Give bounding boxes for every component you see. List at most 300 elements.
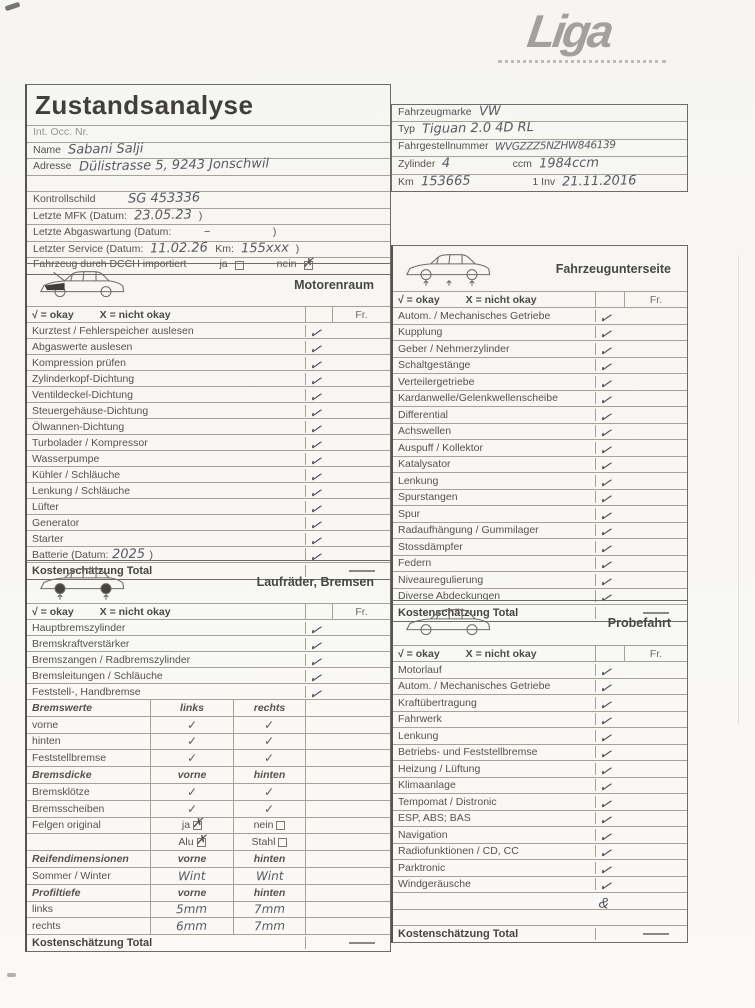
grid-row — [27, 918, 390, 935]
grid-label: links — [32, 903, 54, 916]
printed-label: Typ — [398, 123, 415, 136]
item-label — [393, 697, 596, 709]
printed-label: Name — [33, 143, 62, 156]
printed-label: Int. Occ. Nr. — [33, 126, 89, 138]
printed-label: ESP, ABS; BAS — [398, 812, 471, 825]
legend-label — [27, 307, 306, 322]
item-label — [393, 713, 596, 725]
legend-not-okay: X = nicht okay — [99, 308, 171, 321]
printed-label: Auspuff / Kollektor — [398, 441, 484, 454]
handwritten-check: ✓ — [307, 483, 323, 503]
total-label: Kostenschätzung Total — [393, 928, 596, 940]
item-label — [393, 862, 596, 874]
printed-label: Ventildeckel-Dichtung — [32, 388, 133, 401]
grid-label: hinten — [32, 735, 61, 748]
printed-label: Autom. / Mechanisches Getriebe — [398, 680, 551, 693]
grid-row — [27, 885, 390, 902]
handwritten-check: ✓ — [597, 391, 613, 411]
item-label — [27, 686, 306, 698]
printed-label: Katalysator — [398, 458, 451, 471]
header-left-table — [25, 84, 391, 275]
checklist-rows — [27, 620, 390, 951]
form-row — [392, 105, 687, 122]
printed-label: Hauptbremszylinder — [32, 621, 126, 634]
grid-cell — [151, 885, 234, 901]
fr-column-header: Fr. — [649, 293, 663, 306]
printed-label: Ölwannen-Dichtung — [32, 420, 125, 433]
fr-cell — [625, 933, 687, 935]
item-label — [393, 541, 596, 553]
checklist-rows — [393, 662, 687, 942]
grid-cell — [234, 700, 306, 716]
item-label — [393, 376, 596, 388]
item-label — [27, 485, 306, 497]
item-label — [27, 373, 306, 385]
logo-underline — [498, 60, 666, 63]
form-row — [27, 206, 390, 226]
handwritten-check: ✓ — [597, 325, 613, 345]
grid-cell — [151, 750, 234, 766]
printed-label: Bremskraftverstärker — [32, 637, 130, 650]
checklist-row — [393, 440, 687, 460]
total-underline — [643, 933, 669, 935]
handwritten-value: ✓ — [186, 784, 198, 799]
item-label — [393, 508, 596, 520]
checklist-row — [393, 506, 687, 526]
grid-label: Feststellbremse — [32, 752, 107, 765]
handwritten-check: ✓ — [597, 407, 613, 427]
grid-label: Profiltiefe — [32, 886, 81, 899]
header-left-rows — [27, 126, 390, 274]
printed-label: Wasserpumpe — [32, 452, 100, 465]
item-label — [393, 878, 596, 890]
handwritten-check: ✓ — [597, 473, 613, 493]
grid-cell — [234, 918, 306, 934]
printed-label: Feststell-, Handbremse — [32, 685, 141, 698]
printed-label: Steuergehäuse-Dichtung — [32, 404, 149, 417]
section-header — [393, 246, 687, 292]
item-label — [393, 442, 596, 454]
grid-cell — [27, 700, 151, 716]
grid-cell — [27, 801, 151, 817]
checklist-row — [27, 684, 390, 704]
form-row — [27, 239, 390, 259]
checklist-row — [393, 358, 687, 378]
grid-label: Alu — [178, 836, 194, 849]
handwritten-check: ✓ — [597, 506, 613, 526]
handwritten-check: ✓ — [307, 371, 323, 391]
legend-not-okay: X = nicht okay — [99, 605, 171, 618]
grid-label: Bremswerte — [32, 701, 93, 714]
item-label — [27, 405, 306, 417]
item-label — [27, 357, 306, 369]
total-row — [27, 935, 390, 951]
handwritten-check: ✓ — [307, 547, 323, 567]
grid-label: Stahl — [251, 836, 276, 849]
grid-cell — [27, 868, 151, 884]
checklist-row — [393, 761, 687, 781]
handwritten-value: Wint — [255, 868, 284, 884]
grid-cell — [27, 717, 151, 733]
item-label — [27, 341, 306, 353]
item-label — [27, 517, 306, 529]
checklist-row — [393, 374, 687, 394]
page-title: Zustandsanalyse — [27, 85, 390, 126]
checklist-row — [393, 778, 687, 798]
printed-label: Turbolader / Kompressor — [32, 436, 148, 449]
car-engine-icon — [37, 267, 129, 304]
handwritten-value: ✓ — [264, 784, 275, 799]
grid-cell — [27, 918, 151, 934]
grid-label: vorne — [32, 718, 59, 731]
grid-label: Bremsscheiben — [32, 802, 105, 815]
handwritten-value: Sabani Salji — [67, 140, 144, 158]
legend-row — [393, 646, 687, 662]
handwritten-check: ✓ — [597, 794, 613, 814]
checklist-row — [27, 499, 390, 519]
handwritten-value: 153665 — [420, 173, 471, 189]
handwritten-check: ✓ — [597, 860, 613, 880]
printed-label: Zylinder — [398, 158, 436, 171]
item-label — [393, 359, 596, 371]
checklist-row — [393, 407, 687, 427]
checklist-row — [393, 424, 687, 444]
grid-label: vorne — [177, 886, 207, 899]
printed-label: 1 Inv — [532, 175, 556, 188]
section-title: Motorenraum — [294, 278, 374, 292]
printed-label: Km — [398, 175, 414, 188]
handwritten-check: ✓ — [597, 827, 613, 847]
checklist-row — [393, 728, 687, 748]
grid-cell — [234, 851, 306, 867]
header-right-table — [391, 104, 688, 192]
grid-cell — [151, 717, 234, 733]
handwritten-check: ✓ — [597, 572, 613, 592]
scan-artifact — [7, 973, 16, 977]
grid-cell — [151, 700, 234, 716]
handwritten-check: ✓ — [307, 668, 323, 688]
total-row — [393, 926, 687, 942]
scan-artifact — [738, 255, 739, 725]
handwritten-check: ✓ — [307, 515, 323, 535]
printed-label: Adresse — [33, 160, 72, 172]
handwritten-value: ✓ — [186, 717, 198, 732]
printed-label: Diverse Abdeckungen — [398, 590, 501, 603]
checklist-row — [393, 679, 687, 699]
printed-label: Betriebs- und Feststellbremse — [398, 746, 538, 759]
grid-label: ja — [181, 819, 191, 832]
checklist-rows — [393, 308, 687, 621]
handwritten-check: ✓ — [597, 440, 613, 460]
printed-label: Km: — [215, 242, 234, 255]
grid-label: vorne — [177, 853, 207, 866]
handwritten-check: ✓ — [597, 761, 613, 781]
checklist-row — [27, 371, 390, 391]
checked-checkbox-icon — [197, 838, 206, 847]
printed-label: Batterie (Datum: — [32, 549, 109, 561]
handwritten-check: ✓ — [597, 844, 613, 864]
printed-label: Geber / Nehmerzylinder — [398, 342, 510, 355]
handwritten-check: ✓ — [597, 374, 613, 394]
printed-label: Fahrzeugmarke — [398, 106, 472, 118]
section-laufraeder-bremsen — [25, 560, 391, 952]
printed-label: Tempomat / Distronic — [398, 795, 497, 808]
grid-cell — [151, 902, 234, 918]
printed-label: Heizung / Lüftung — [398, 762, 481, 775]
item-label — [393, 845, 596, 857]
checklist-row — [27, 435, 390, 455]
item-label — [27, 453, 306, 465]
fr-cell — [333, 942, 390, 944]
item-label — [27, 638, 306, 650]
printed-label: Verteilergetriebe — [398, 375, 475, 388]
printed-label: Bremszangen / Radbremszylinder — [32, 653, 191, 666]
checklist-row — [393, 827, 687, 847]
form-row — [392, 157, 687, 174]
legend-okay: √ = okay — [398, 293, 440, 306]
grid-row — [27, 902, 390, 919]
grid-row — [27, 851, 390, 868]
handwritten-value: 21.11.2016 — [562, 172, 637, 190]
grid-cell — [27, 902, 151, 918]
total-label: Kostenschätzung Total — [27, 565, 306, 577]
printed-label: Kardanwelle/Gelenkwellenscheibe — [398, 392, 558, 405]
printed-label: ja — [219, 258, 228, 270]
checklist-row — [393, 844, 687, 864]
printed-label: ) — [149, 549, 154, 561]
handwritten-check: ✓ — [307, 636, 323, 656]
printed-label: Kompression prüfen — [32, 356, 126, 369]
item-label — [393, 475, 596, 487]
handwritten-check: ✓ — [597, 589, 613, 609]
grid-row — [27, 801, 390, 818]
section-title: Fahrzeugunterseite — [555, 261, 671, 276]
checklist-row — [393, 662, 687, 682]
grid-row — [27, 750, 390, 767]
grid-cell — [234, 834, 306, 850]
item-label — [393, 746, 596, 758]
grid-cell — [27, 734, 151, 750]
form-row — [392, 122, 687, 139]
handwritten-value: 2025 — [112, 546, 146, 563]
form-row — [27, 176, 390, 193]
handwritten-value: Dülistrasse 5, 9243 Jonschwil — [78, 156, 269, 175]
printed-label: Differential — [398, 408, 448, 421]
grid-cell — [27, 767, 151, 783]
fr-column-header: Fr. — [355, 605, 368, 618]
section-title: Laufräder, Bremsen — [256, 575, 374, 589]
handwritten-check: ✓ — [597, 745, 613, 765]
legend-row — [27, 604, 390, 620]
handwritten-check: ✓ — [307, 435, 323, 455]
section-header — [27, 264, 390, 307]
grid-label: Bremsdicke — [32, 769, 92, 782]
printed-label: Motorlauf — [398, 663, 442, 676]
handwritten-check: ✓ — [597, 539, 613, 559]
handwritten-value: ✓ — [186, 751, 198, 766]
item-label — [27, 325, 306, 337]
handwritten-value: ✓ — [264, 751, 275, 766]
item-label — [27, 389, 306, 401]
grid-label: Felgen original — [32, 819, 101, 832]
grid-cell — [234, 717, 306, 733]
grid-label: rechts — [253, 701, 286, 714]
section-motorenraum — [25, 263, 391, 580]
handwritten-value: VW — [478, 103, 501, 120]
checklist-row — [27, 515, 390, 535]
item-label — [393, 763, 596, 775]
form-row — [392, 140, 687, 157]
handwritten-check: ✓ — [597, 778, 613, 798]
handwritten-value: ✓ — [264, 801, 275, 816]
grid-label: hinten — [253, 769, 286, 782]
handwritten-value: 7mm — [253, 918, 286, 934]
form-row — [27, 126, 390, 143]
handwritten-check: ✓ — [307, 451, 323, 471]
printed-label: Lüfter — [32, 500, 59, 513]
handwritten-check: ✓ — [597, 424, 613, 444]
item-label — [393, 574, 596, 586]
item-label — [393, 680, 596, 692]
checklist-row — [27, 636, 390, 656]
handwritten-check: ✓ — [307, 620, 323, 640]
item-label — [393, 524, 596, 536]
printed-label: Navigation — [398, 828, 448, 841]
grid-cell — [151, 818, 234, 834]
handwritten-value: 155xxx — [240, 240, 289, 256]
form-row — [27, 192, 390, 209]
checklist-row — [27, 483, 390, 503]
check-column-header — [306, 604, 333, 619]
checklist-row — [393, 794, 687, 814]
handwritten-value: SG 453336 — [128, 190, 201, 207]
checklist-row — [393, 457, 687, 477]
printed-label: Klimaanlage — [398, 779, 456, 792]
printed-label: ccm — [512, 158, 532, 171]
item-label — [393, 730, 596, 742]
handwritten-value: Wint — [178, 868, 206, 884]
item-label — [393, 557, 596, 569]
printed-label: nein — [276, 258, 297, 270]
grid-row — [27, 734, 390, 751]
printed-label: Autom. / Mechanisches Getriebe — [398, 309, 551, 322]
printed-label: Lenkung — [398, 474, 439, 487]
grid-row — [27, 818, 390, 835]
checklist-row — [27, 323, 390, 343]
item-label — [27, 654, 306, 666]
grid-cell — [151, 784, 234, 800]
item-label — [393, 409, 596, 421]
form-row — [392, 172, 687, 191]
checklist-row — [393, 910, 687, 927]
handwritten-check: ✓ — [597, 341, 613, 361]
printed-label: ) — [272, 226, 277, 238]
checklist-row — [27, 620, 390, 640]
grid-cell — [151, 834, 234, 850]
checklist-row — [393, 712, 687, 732]
grid-cell — [27, 851, 151, 867]
check-column-header — [596, 646, 625, 661]
handwritten-value: ✓ — [186, 734, 198, 749]
handwritten-check: ✓ — [307, 339, 323, 359]
printed-label: Parktronic — [398, 861, 446, 874]
grid-cell — [151, 734, 234, 750]
check-column-header — [306, 307, 333, 322]
grid-label: Sommer / Winter — [32, 869, 111, 882]
checklist-row — [393, 325, 687, 345]
grid-cell — [234, 868, 306, 884]
item-label — [27, 501, 306, 513]
grid-row — [27, 834, 390, 851]
item-label — [27, 437, 306, 449]
item-label — [393, 491, 596, 503]
checklist-row — [393, 341, 687, 361]
handwritten-value: WVGZZZ5NZHW846139 — [495, 138, 617, 153]
legend-not-okay: X = nicht okay — [465, 293, 537, 306]
handwritten-value: Tiguan 2.0 4D RL — [421, 120, 534, 138]
grid-cell — [234, 767, 306, 783]
handwritten-check: ✓ — [597, 811, 613, 831]
handwritten-value: 5mm — [176, 902, 208, 917]
handwritten-check: ✓ — [597, 712, 613, 732]
item-label — [393, 343, 596, 355]
printed-label: Abgaswerte auslesen — [32, 340, 133, 353]
checked-checkbox-icon — [193, 821, 202, 830]
total-label: Kostenschätzung Total — [393, 607, 596, 619]
item-label — [393, 425, 596, 437]
grid-row — [27, 717, 390, 734]
handwritten-check: ✓ — [307, 467, 323, 487]
printed-label: Letzte MFK (Datum: — [33, 209, 127, 222]
item-label — [27, 670, 306, 682]
checklist-row — [27, 467, 390, 487]
handwritten-check: ✓ — [597, 457, 613, 477]
checklist-row — [393, 745, 687, 765]
section-title: Probefahrt — [607, 616, 671, 630]
grid-label: hinten — [253, 853, 286, 866]
item-label — [393, 458, 596, 470]
printed-label: ) — [295, 242, 300, 255]
checklist-row — [27, 387, 390, 407]
handwritten-check: ✓ — [597, 679, 613, 699]
checklist-row — [393, 391, 687, 411]
handwritten-check: ✓ — [307, 387, 323, 407]
handwritten-check: ✓ — [307, 531, 323, 551]
empty-checkbox-icon — [278, 838, 287, 847]
handwritten-check: ✓ — [597, 490, 613, 510]
checklist-row — [27, 419, 390, 439]
car-icon — [403, 605, 495, 642]
checklist-row — [27, 668, 390, 688]
handwritten-check: ✓ — [597, 728, 613, 748]
legend-row — [27, 307, 390, 323]
handwritten-check: ✓ — [597, 662, 613, 682]
handwritten-check: ✓ — [307, 403, 323, 423]
checklist-row — [393, 877, 687, 897]
item-label — [27, 533, 306, 545]
printed-label: Lenkung / Schläuche — [32, 484, 131, 497]
printed-label: Radiofunktionen / CD, CC — [398, 845, 519, 858]
car-underside-icon — [403, 250, 495, 287]
checklist-row — [393, 556, 687, 576]
car-wheels-icon — [37, 564, 129, 601]
grid-cell — [234, 734, 306, 750]
handwritten-value: ✓ — [186, 801, 198, 816]
item-label — [27, 469, 306, 481]
printed-label: Bremsleitungen / Schläuche — [32, 669, 163, 682]
printed-label: ) — [198, 209, 203, 222]
handwritten-check: & — [597, 894, 611, 913]
